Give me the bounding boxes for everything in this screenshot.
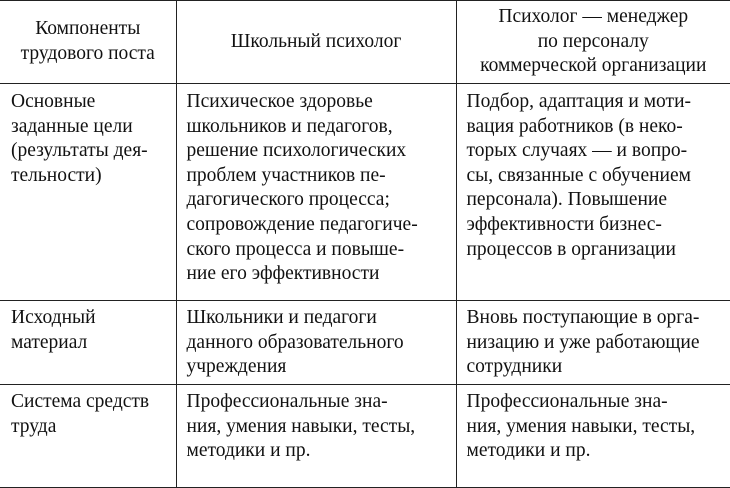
cell-line: Система средств [11,390,176,415]
cell-line: вация работников (в неко- [467,115,730,140]
cell-line: Основные [11,90,176,115]
header-cell-components [0,1,176,84]
cell-line: Профессиональные зна- [467,390,730,415]
row-label-source-material [0,301,176,385]
cell-hr-goals [456,84,730,301]
cell-line: ния, умения навыки, тесты, [467,415,730,440]
header-line: Компоненты [0,17,176,42]
row-label-goals [0,84,176,301]
cell-line: учреждения [187,355,456,380]
cell-line: школьников и педагогов, [187,115,456,140]
cell-line: проблем участников пе- [187,164,456,189]
header-line: коммерческой организации [457,54,730,79]
cell-line: методики и пр. [187,439,456,464]
cell-line: процессов в организации [467,238,730,263]
row-label-work-tools [0,385,176,488]
cell-school-tools [176,385,456,488]
cell-line: дагогического процесса; [187,188,456,213]
cell-line: труда [11,415,176,440]
cell-line: Подбор, адаптация и моти- [467,90,730,115]
cell-line: Вновь поступающие в орга- [467,306,730,331]
cell-line: Школьники и педагоги [187,306,456,331]
cell-hr-material [456,301,730,385]
cell-line: данного образовательного [187,331,456,356]
cell-line: сотрудники [467,355,730,380]
cell-line: низацию и уже работающие [467,331,730,356]
cell-line: ния, умения навыки, тесты, [187,415,456,440]
cell-line: тельности) [11,164,176,189]
table-row [0,385,730,488]
cell-line: Исходный [11,306,176,331]
cell-hr-tools [456,385,730,488]
table-row [0,84,730,301]
cell-line: ние его эффективности [187,262,456,287]
cell-line: персонала). Повышение [467,188,730,213]
header-line: Школьный психолог [177,30,456,55]
cell-line: методики и пр. [467,439,730,464]
cell-line: материал [11,331,176,356]
cell-line: ского процесса и повыше- [187,238,456,263]
header-line: трудового поста [0,42,176,67]
cell-school-goals [176,84,456,301]
table-row [0,301,730,385]
header-cell-hr-psychologist [456,1,730,84]
cell-line: Профессиональные зна- [187,390,456,415]
cell-line: решение психологических [187,139,456,164]
header-line: Психолог — менеджер [457,5,730,30]
header-cell-school-psychologist [176,1,456,84]
cell-line: (результаты дея- [11,139,176,164]
cell-line: сы, связанные с обучением [467,164,730,189]
cell-school-material [176,301,456,385]
cell-line: Психическое здоровье [187,90,456,115]
cell-line: торых случаях — и вопро- [467,139,730,164]
header-line: по персоналу [457,30,730,55]
cell-line: эффективности бизнес- [467,213,730,238]
cell-line: заданные цели [11,115,176,140]
header-row [0,1,730,84]
cell-line: сопровождение педагогиче- [187,213,456,238]
